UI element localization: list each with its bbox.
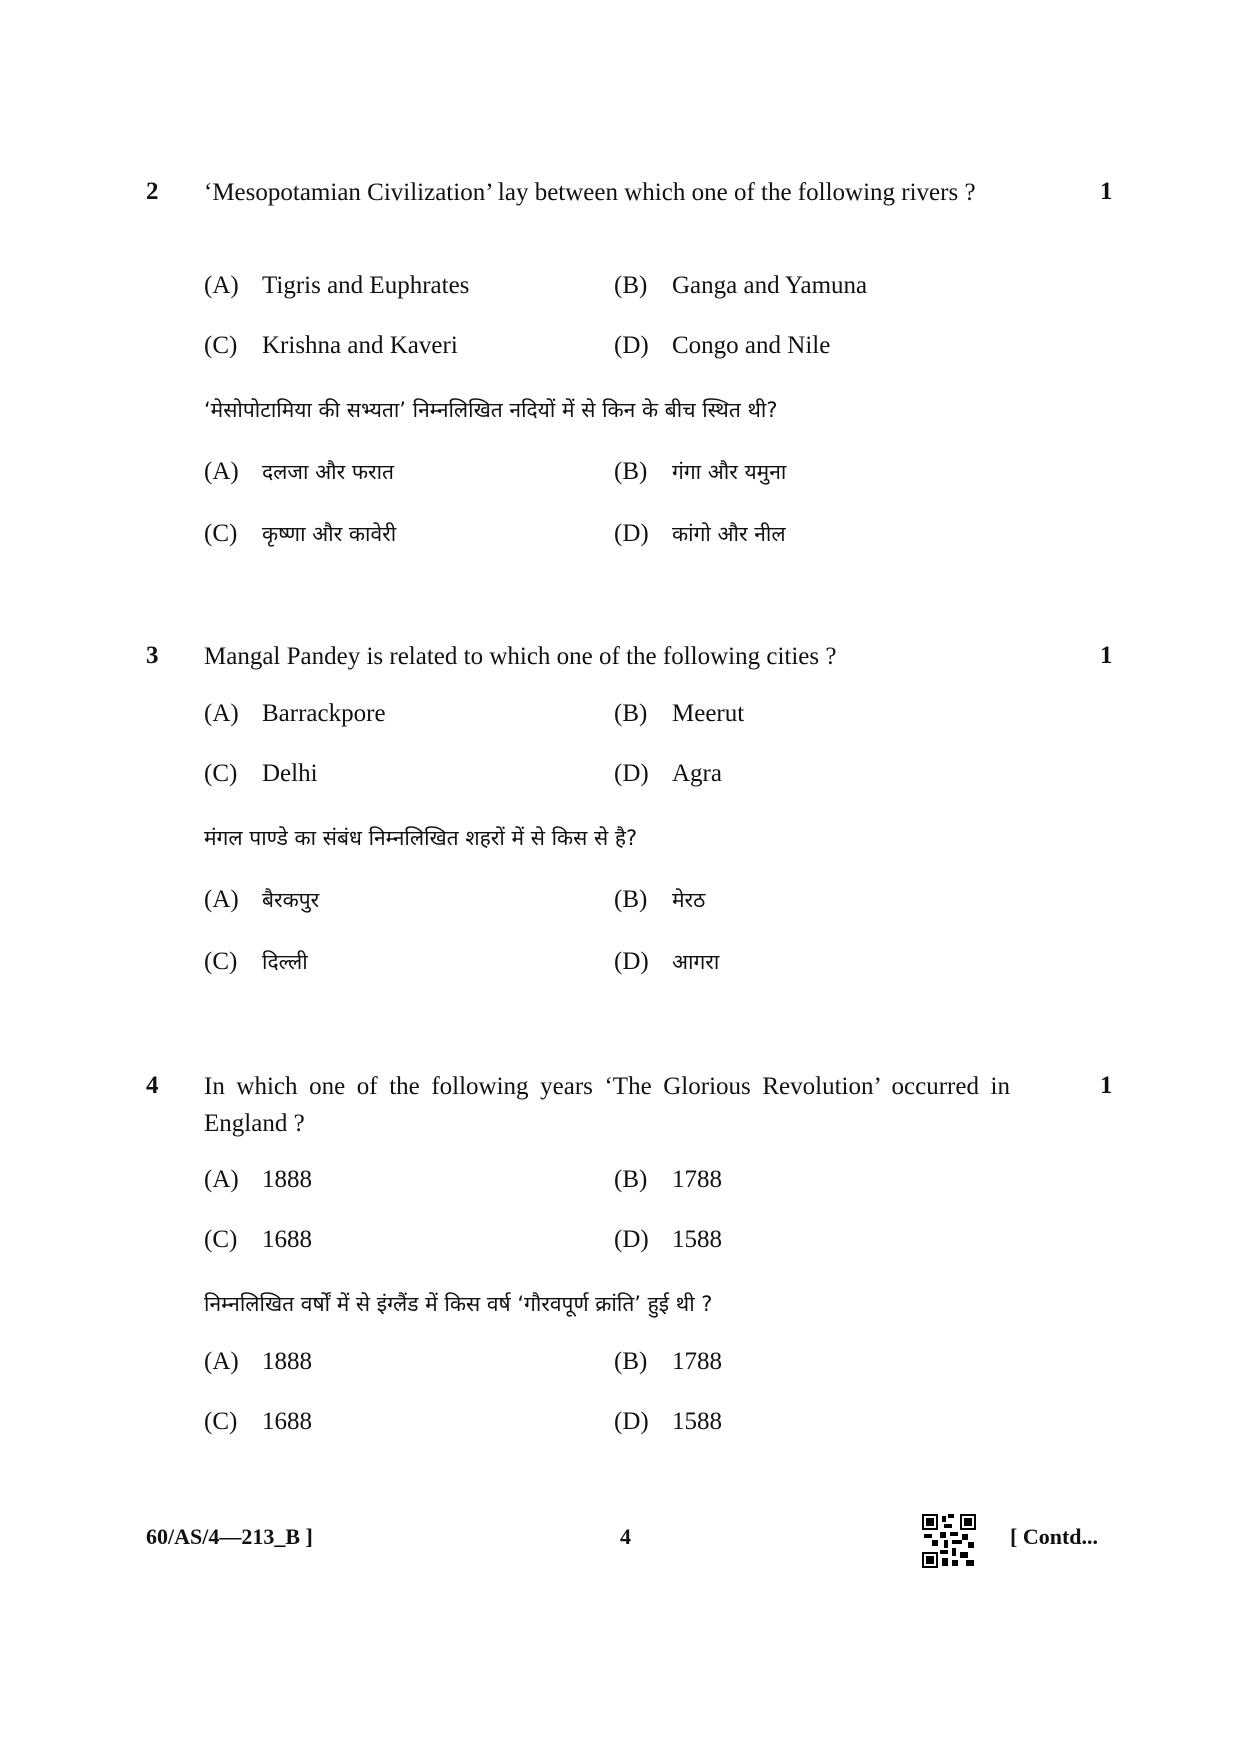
option-a-hi: (A) दलजा और फरात	[204, 458, 395, 485]
option-b-hi: (B) 1788	[614, 1348, 722, 1375]
question-number: 4	[146, 1072, 159, 1099]
option-a-en: (A) 1888	[204, 1166, 312, 1193]
continued-marker: [ Contd...	[1010, 1524, 1099, 1549]
question-marks: 1	[1100, 178, 1113, 205]
option-d-en: (D) 1588	[614, 1226, 722, 1253]
question-text-hi: निम्नलिखित वर्षों में से इंग्लैंड में किस वर्ष ‘गौरवपूर्ण क्रांति’ हुई थी ?	[204, 1292, 713, 1316]
option-c-en: (C) Delhi	[204, 760, 318, 787]
option-b-hi: (B) गंगा और यमुना	[614, 458, 787, 485]
option-c-hi: (C) 1688	[204, 1408, 312, 1435]
question-text-en: ‘Mesopotamian Civilization’ lay between which one of the following rivers ?	[204, 179, 976, 206]
option-b-en: (B) 1788	[614, 1166, 722, 1193]
option-c-en: (C) Krishna and Kaveri	[204, 332, 458, 359]
option-a-hi: (A) बैरकपुर	[204, 886, 320, 913]
question-marks: 1	[1100, 1072, 1113, 1099]
option-a-en: (A) Tigris and Euphrates	[204, 272, 470, 299]
option-d-hi: (D) 1588	[614, 1408, 722, 1435]
option-b-en: (B) Ganga and Yamuna	[614, 272, 868, 299]
option-d-en: (D) Agra	[614, 760, 722, 787]
option-c-en: (C) 1688	[204, 1226, 312, 1253]
option-c-hi: (C) दिल्ली	[204, 948, 308, 975]
paper-code: 60/AS/4—213_B ]	[146, 1524, 313, 1549]
question-text-hi: मंगल पाण्डे का संबंध निम्नलिखित शहरों में से किस से है?	[204, 826, 638, 850]
option-b-hi: (B) मेरठ	[614, 886, 706, 913]
qr-code-icon	[922, 1514, 976, 1568]
question-text-en: In which one of the following years ‘The Glorious Revolution’ occurred in England ?	[204, 1073, 1010, 1137]
option-d-hi: (D) आगरा	[614, 948, 720, 975]
option-a-en: (A) Barrackpore	[204, 700, 386, 727]
page-footer	[0, 1524, 1240, 1564]
question-text-en: Mangal Pandey is related to which one of the following cities ?	[204, 643, 837, 670]
option-a-hi: (A) 1888	[204, 1348, 312, 1375]
option-d-en: (D) Congo and Nile	[614, 332, 831, 359]
option-c-hi: (C) कृष्णा और कावेरी	[204, 520, 397, 547]
question-marks: 1	[1100, 642, 1113, 669]
page-number: 4	[620, 1524, 631, 1549]
question-number: 3	[146, 642, 159, 669]
question-text-hi: ‘मेसोपोटामिया की सभ्यता’ निम्नलिखित नदियों में से किन के बीच स्थित थी?	[204, 398, 778, 422]
question-number: 2	[146, 178, 159, 205]
option-d-hi: (D) कांगो और नील	[614, 520, 786, 547]
option-b-en: (B) Meerut	[614, 700, 745, 727]
